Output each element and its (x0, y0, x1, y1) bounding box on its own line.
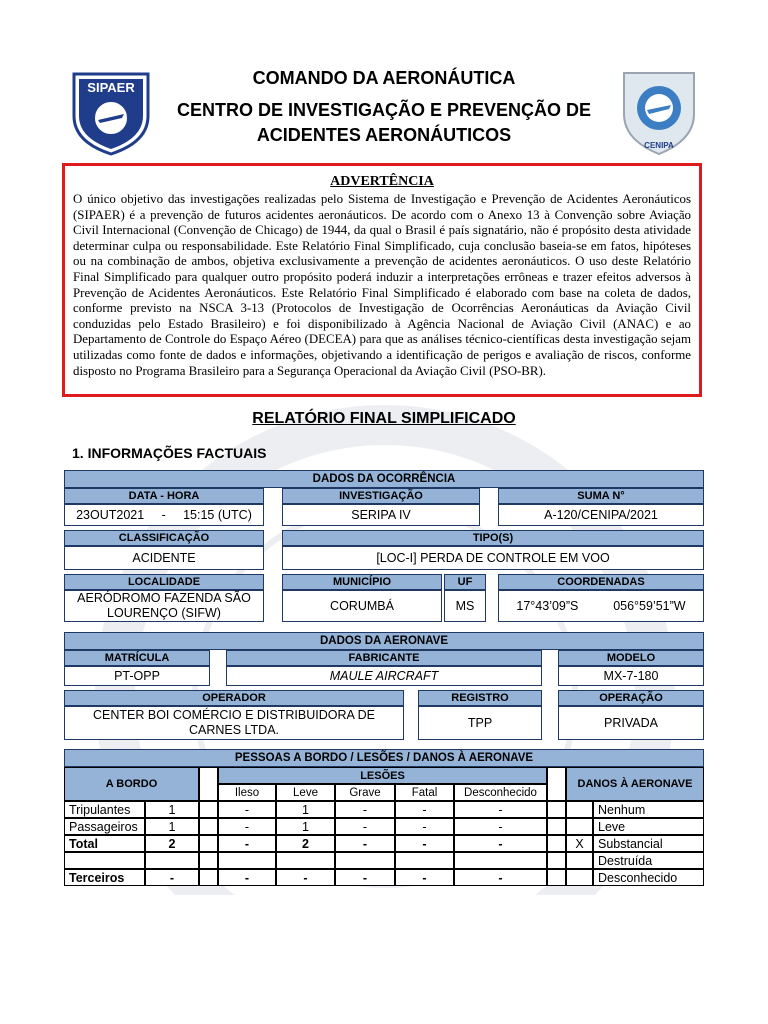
spacer-cell (199, 869, 218, 886)
operator-value: CENTER BOI COMÉRCIO E DISTRIBUIDORA DE CARNES LTDA. (64, 706, 404, 740)
occurrence-title: DADOS DA OCORRÊNCIA (64, 470, 704, 488)
classification-label: CLASSIFICAÇÃO (64, 530, 264, 546)
spacer-cell (199, 852, 218, 869)
municipality-value: CORUMBÁ (282, 590, 442, 622)
header-subtitle-line2: ACIDENTES AERONÁUTICOS (256, 125, 512, 145)
damage-mark (566, 852, 593, 869)
injury-value (335, 852, 395, 869)
injury-col-header: Leve (276, 784, 335, 801)
manufacturer-label: FABRICANTE (226, 650, 542, 666)
injury-value (276, 852, 335, 869)
model-label: MODELO (558, 650, 704, 666)
aboard-label: A BORDO (64, 767, 199, 801)
header-title: COMANDO DA AERONÁUTICA (252, 68, 516, 88)
people-row-count: 1 (145, 818, 199, 835)
injury-col-header: Grave (335, 784, 395, 801)
people-row-count: 1 (145, 801, 199, 818)
people-row-count (145, 852, 199, 869)
injury-value (395, 852, 454, 869)
damage-option: Desconhecido (593, 869, 704, 886)
injury-value: - (454, 818, 547, 835)
injury-value: 1 (276, 801, 335, 818)
injury-value: - (218, 835, 276, 852)
suma-value: A-120/CENIPA/2021 (498, 504, 704, 526)
locality-value: AERÓDROMO FAZENDA SÃO LOURENÇO (SIFW) (64, 590, 264, 622)
spacer-cell (547, 869, 566, 886)
spacer-cell (547, 835, 566, 852)
spacer-cell (547, 767, 566, 801)
types-label: TIPO(S) (282, 530, 704, 546)
registry-value: TPP (418, 706, 542, 740)
spacer-cell (199, 835, 218, 852)
sipaer-logo (70, 70, 152, 156)
locality-label: LOCALIDADE (64, 574, 264, 590)
spacer-cell (199, 818, 218, 835)
header-subtitle (160, 98, 608, 148)
injury-value: - (395, 818, 454, 835)
injury-value: - (276, 869, 335, 886)
registry-label: REGISTRO (418, 690, 542, 706)
spacer-cell (547, 852, 566, 869)
investigation-value: SERIPA IV (282, 504, 480, 526)
injury-value: - (454, 801, 547, 818)
people-row-label: Tripulantes (64, 801, 145, 818)
people-title: PESSOAS A BORDO / LESÕES / DANOS À AERONAVE (64, 749, 704, 767)
damage-option: Destruída (593, 852, 704, 869)
injury-value (454, 852, 547, 869)
injury-value (218, 852, 276, 869)
uf-label: UF (444, 574, 486, 590)
latitude-value: 17°43’09”S (516, 598, 579, 613)
damage-option: Leve (593, 818, 704, 835)
injury-col-header: Fatal (395, 784, 454, 801)
damage-option: Substancial (593, 835, 704, 852)
spacer-cell (199, 767, 218, 801)
date-value: 23OUT2021 - 15:15 (UTC) (64, 504, 264, 526)
svg-text:SIPAER: SIPAER (87, 80, 135, 95)
people-row-count: 2 (145, 835, 199, 852)
section-heading: 1. INFORMAÇÕES FACTUAIS (72, 445, 267, 461)
suma-label: SUMA N° (498, 488, 704, 504)
manufacturer-value: MAULE AIRCRAFT (226, 666, 542, 686)
people-row-label (64, 852, 145, 869)
svg-text:CENIPA: CENIPA (644, 141, 674, 150)
model-value: MX-7-180 (558, 666, 704, 686)
injury-value: - (218, 869, 276, 886)
investigation-label: INVESTIGAÇÃO (282, 488, 480, 504)
injury-value: - (218, 801, 276, 818)
damage-mark (566, 818, 593, 835)
spacer-cell (199, 801, 218, 818)
injury-value: 2 (276, 835, 335, 852)
cenipa-logo (621, 70, 697, 156)
damage-label: DANOS À AERONAVE (566, 767, 704, 801)
injuries-label: LESÕES (218, 767, 547, 784)
injury-value: - (395, 869, 454, 886)
registration-label: MATRÍCULA (64, 650, 210, 666)
date-label: DATA - HORA (64, 488, 264, 504)
injury-value: - (454, 869, 547, 886)
injury-value: - (335, 869, 395, 886)
people-row-label: Terceiros (64, 869, 145, 886)
warning-body: O único objetivo das investigações realizadas pelo Sistema de Investigação e Prevenção de Acidentes Aeronáuticos (SIPAER) é a prevenção de futuros acidentes aeronáuticos. De acordo com o Anexo 13 à Convenção sobre Aviação Civil Internacional (Convenção de Chicago) de 1944, da qual o Brasil é país signatário, não é propósito desta atividade determinar culpa ou responsabilidade. Este Relatório Final Simplificado, cuja conclusão baseia-se em fatos, hipóteses ou na combinação de ambos, objetiva exclusivamente a prevenção de acidentes aeronáuticos. O uso deste Relatório Final Simplificado para qualquer outro propósito poderá induzir a interpretações errôneas e trazer efeitos adversos à Prevenção de Acidentes Aeronáuticos. Este Relatório Final Simplificado é elaborado com base na coleta de dados, conforme previsto na NSCA 3-13 (Protocolos de Investigação de Ocorrências Aeronáuticas da Aviação Civil conduzidas pelo Estado Brasileiro) e foi disponibilizado à Agência Nacional de Aviação Civil (ANAC) e ao Departamento de Controle do Espaço Aéreo (DECEA) para que as análises técnico-científicas desta investigação sejam utilizadas como fonte de dados e informações, objetivando a identificação de perigos e avaliação de riscos, conforme disposto no Programa Brasileiro para a Segurança Operacional da Aviação Civil (PSO-BR). (73, 192, 691, 378)
injury-value: - (335, 801, 395, 818)
types-value: [LOC-I] PERDA DE CONTROLE EM VOO (282, 546, 704, 570)
coords-label: COORDENADAS (498, 574, 704, 590)
injury-value: - (335, 835, 395, 852)
spacer-cell (547, 801, 566, 818)
injury-value: - (335, 818, 395, 835)
damage-mark: X (566, 835, 593, 852)
injury-col-header: Ileso (218, 784, 276, 801)
operation-value: PRIVADA (558, 706, 704, 740)
damage-mark (566, 801, 593, 818)
people-row-label: Total (64, 835, 145, 852)
people-row-count: - (145, 869, 199, 886)
damage-mark (566, 869, 593, 886)
aircraft-title: DADOS DA AERONAVE (64, 632, 704, 650)
warning-box (62, 163, 702, 397)
registration-value: PT-OPP (64, 666, 210, 686)
municipality-label: MUNICÍPIO (282, 574, 442, 590)
operation-label: OPERAÇÃO (558, 690, 704, 706)
injury-value: 1 (276, 818, 335, 835)
classification-value: ACIDENTE (64, 546, 264, 570)
warning-title: ADVERTÊNCIA (330, 174, 434, 189)
spacer-cell (547, 818, 566, 835)
injury-col-header: Desconhecido (454, 784, 547, 801)
operator-label: OPERADOR (64, 690, 404, 706)
injury-value: - (218, 818, 276, 835)
longitude-value: 056°59’51”W (613, 598, 686, 613)
injury-value: - (395, 835, 454, 852)
uf-value: MS (444, 590, 486, 622)
injury-value: - (454, 835, 547, 852)
people-row-label: Passageiros (64, 818, 145, 835)
injury-value: - (395, 801, 454, 818)
header-subtitle-line1: CENTRO DE INVESTIGAÇÃO E PREVENÇÃO DE (176, 100, 592, 120)
damage-option: Nenhum (593, 801, 704, 818)
report-title: RELATÓRIO FINAL SIMPLIFICADO (252, 410, 516, 427)
coords-value (498, 590, 704, 622)
